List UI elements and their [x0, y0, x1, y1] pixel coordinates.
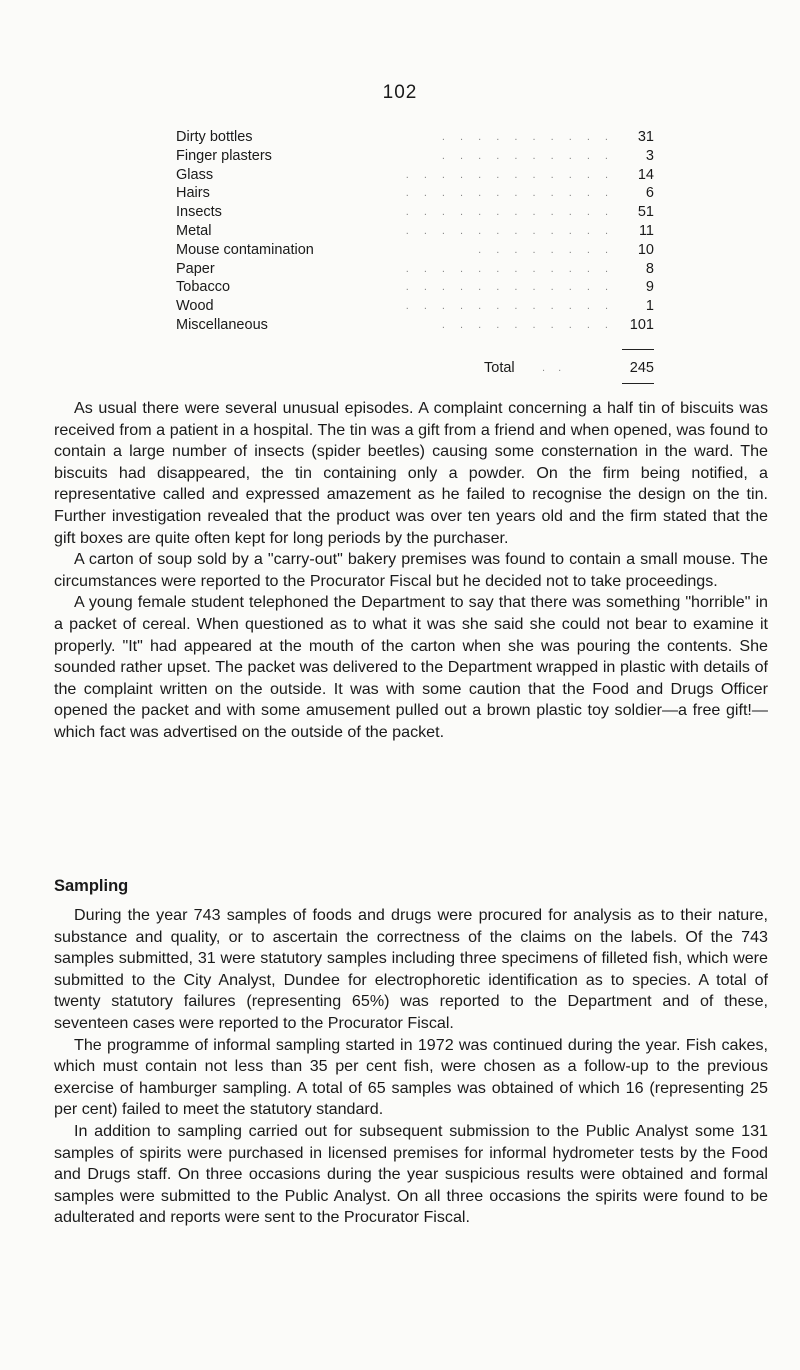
row-value: 1	[645, 298, 654, 315]
row-label: Miscellaneous	[176, 316, 268, 333]
page-number: 102	[382, 82, 418, 103]
table-row	[176, 241, 654, 260]
leader-dots: . . . . . . . . . . . .	[405, 300, 614, 313]
table-row	[176, 297, 654, 316]
table-row	[176, 278, 654, 297]
leader-dots: . . . . . . . . . . . .	[405, 206, 614, 219]
leader-dots: . . . . . . . . . . . .	[405, 187, 614, 200]
row-label: Hairs	[176, 185, 210, 202]
table-row	[176, 260, 654, 279]
leader-dots: . . . . . . . . . . . .	[405, 224, 614, 237]
table-row	[176, 316, 654, 335]
complaints-table	[176, 128, 654, 335]
leader-dots: . . . . . . . . . . . .	[405, 262, 614, 275]
paragraph: The programme of informal sampling started in 1972 was continued during the year. Fish cakes, which must contain not less than 35 per cent fish, were chosen as a follow-up to the previous exercise of hamburger sampling. A total of 65 samples was obtained of which 16 (representing 25 per cent) failed to meet the statutory standard.	[54, 1035, 768, 1119]
row-value: 51	[637, 204, 654, 221]
table-row	[176, 203, 654, 222]
total-label: Total	[484, 360, 515, 376]
leader-dots: . . . . . . . . . .	[441, 318, 614, 331]
row-label: Tobacco	[176, 279, 231, 296]
paragraph: During the year 743 samples of foods and drugs were procured for analysis as to their nature, substance and quality, or to ascertain the correctness of the claims on the labels. Of the 743 samples submitted, 31 were statutory samples including three specimens of filleted fish, which were submitted to the City Analyst, Dundee for electrophoretic identification as to species. A total of twenty statutory failures (representing 65%) was reported to the Department and of these, seventeen cases were reported to the Procurator Fiscal.	[54, 906, 768, 1032]
total-bottom-rule	[622, 383, 654, 384]
row-value: 9	[645, 279, 654, 296]
row-label: Paper	[176, 260, 215, 277]
episodes-section	[54, 398, 768, 744]
row-value: 31	[637, 129, 654, 145]
total-value: 245	[629, 360, 654, 376]
leader-dots: . . . . . . . . . .	[441, 131, 614, 143]
row-value: 6	[645, 185, 654, 202]
sampling-section	[54, 905, 768, 1229]
row-label: Insects	[176, 204, 222, 221]
row-value: 10	[637, 241, 654, 258]
table-row	[176, 184, 654, 203]
leader-dots: . . . . . . . . . .	[441, 149, 614, 162]
row-label: Glass	[176, 166, 214, 183]
leader-dots: . .	[542, 362, 567, 374]
leader-dots: . . . . . . . . . . . .	[405, 281, 614, 294]
total-row	[176, 358, 654, 378]
paragraph: As usual there were several unusual episodes. A complaint concerning a half tin of biscuits was received from a patient in a hospital. The tin was a gift from a friend and when opened, was found to contain a large number of insects (spider beetles) causing some consternation in the ward. The biscuits had disappeared, the tin containing only a powder. On the firm being notified, a representative called and expressed amazement as he failed to recognise the design on the tin. Further investigation revealed that the product was over ten years old and the firm stated that the gift boxes are quite often kept for long periods by the purchaser.	[54, 399, 768, 547]
leader-dots: . . . . . . . .	[478, 243, 614, 256]
row-label: Mouse contamination	[176, 241, 314, 258]
row-value: 3	[645, 147, 654, 164]
row-value: 101	[629, 316, 654, 333]
row-value: 11	[638, 222, 654, 239]
total-top-rule	[622, 349, 654, 350]
row-label: Metal	[176, 222, 212, 239]
table-row	[176, 166, 654, 185]
paragraph: In addition to sampling carried out for subsequent submission to the Public Analyst some 131 samples of spirits were purchased in licensed premises for informal hydrometer tests by the Food and Drugs staff. On three occasions during the year suspicious results were obtained and formal samples were submitted to the Public Analyst. On all three occasions the spirits were found to be adulterated and reports were sent to the Procurator Fiscal.	[54, 1121, 768, 1227]
row-label: Finger plasters	[176, 147, 272, 164]
row-label: Dirty bottles	[176, 129, 253, 145]
row-label: Wood	[176, 298, 214, 315]
paragraph: A young female student telephoned the Department to say that there was something "horrible" in a packet of cereal. When questioned as to what it was she said she could not bear to examine it properly. "It" had appeared at the mouth of the carton when she was pouring the contents. She sounded rather upset. The packet was delivered to the Department wrapped in plastic with details of the complaint written on the outside. It was with some caution that the Food and Drugs Officer opened the packet and with some amusement pulled out a brown plastic toy soldier—a free gift!—which fact was advertised on the outside of the packet.	[54, 593, 768, 741]
leader-dots: . . . . . . . . . . . .	[405, 168, 614, 181]
table-row	[176, 222, 654, 241]
table-row	[176, 128, 654, 147]
row-value: 8	[645, 260, 654, 277]
section-heading: Sampling	[54, 877, 129, 895]
row-value: 14	[637, 166, 654, 183]
paragraph: A carton of soup sold by a "carry-out" bakery premises was found to contain a small mouse. The circumstances were reported to the Procurator Fiscal but he decided not to take proceedings.	[54, 550, 768, 590]
table-row	[176, 147, 654, 166]
